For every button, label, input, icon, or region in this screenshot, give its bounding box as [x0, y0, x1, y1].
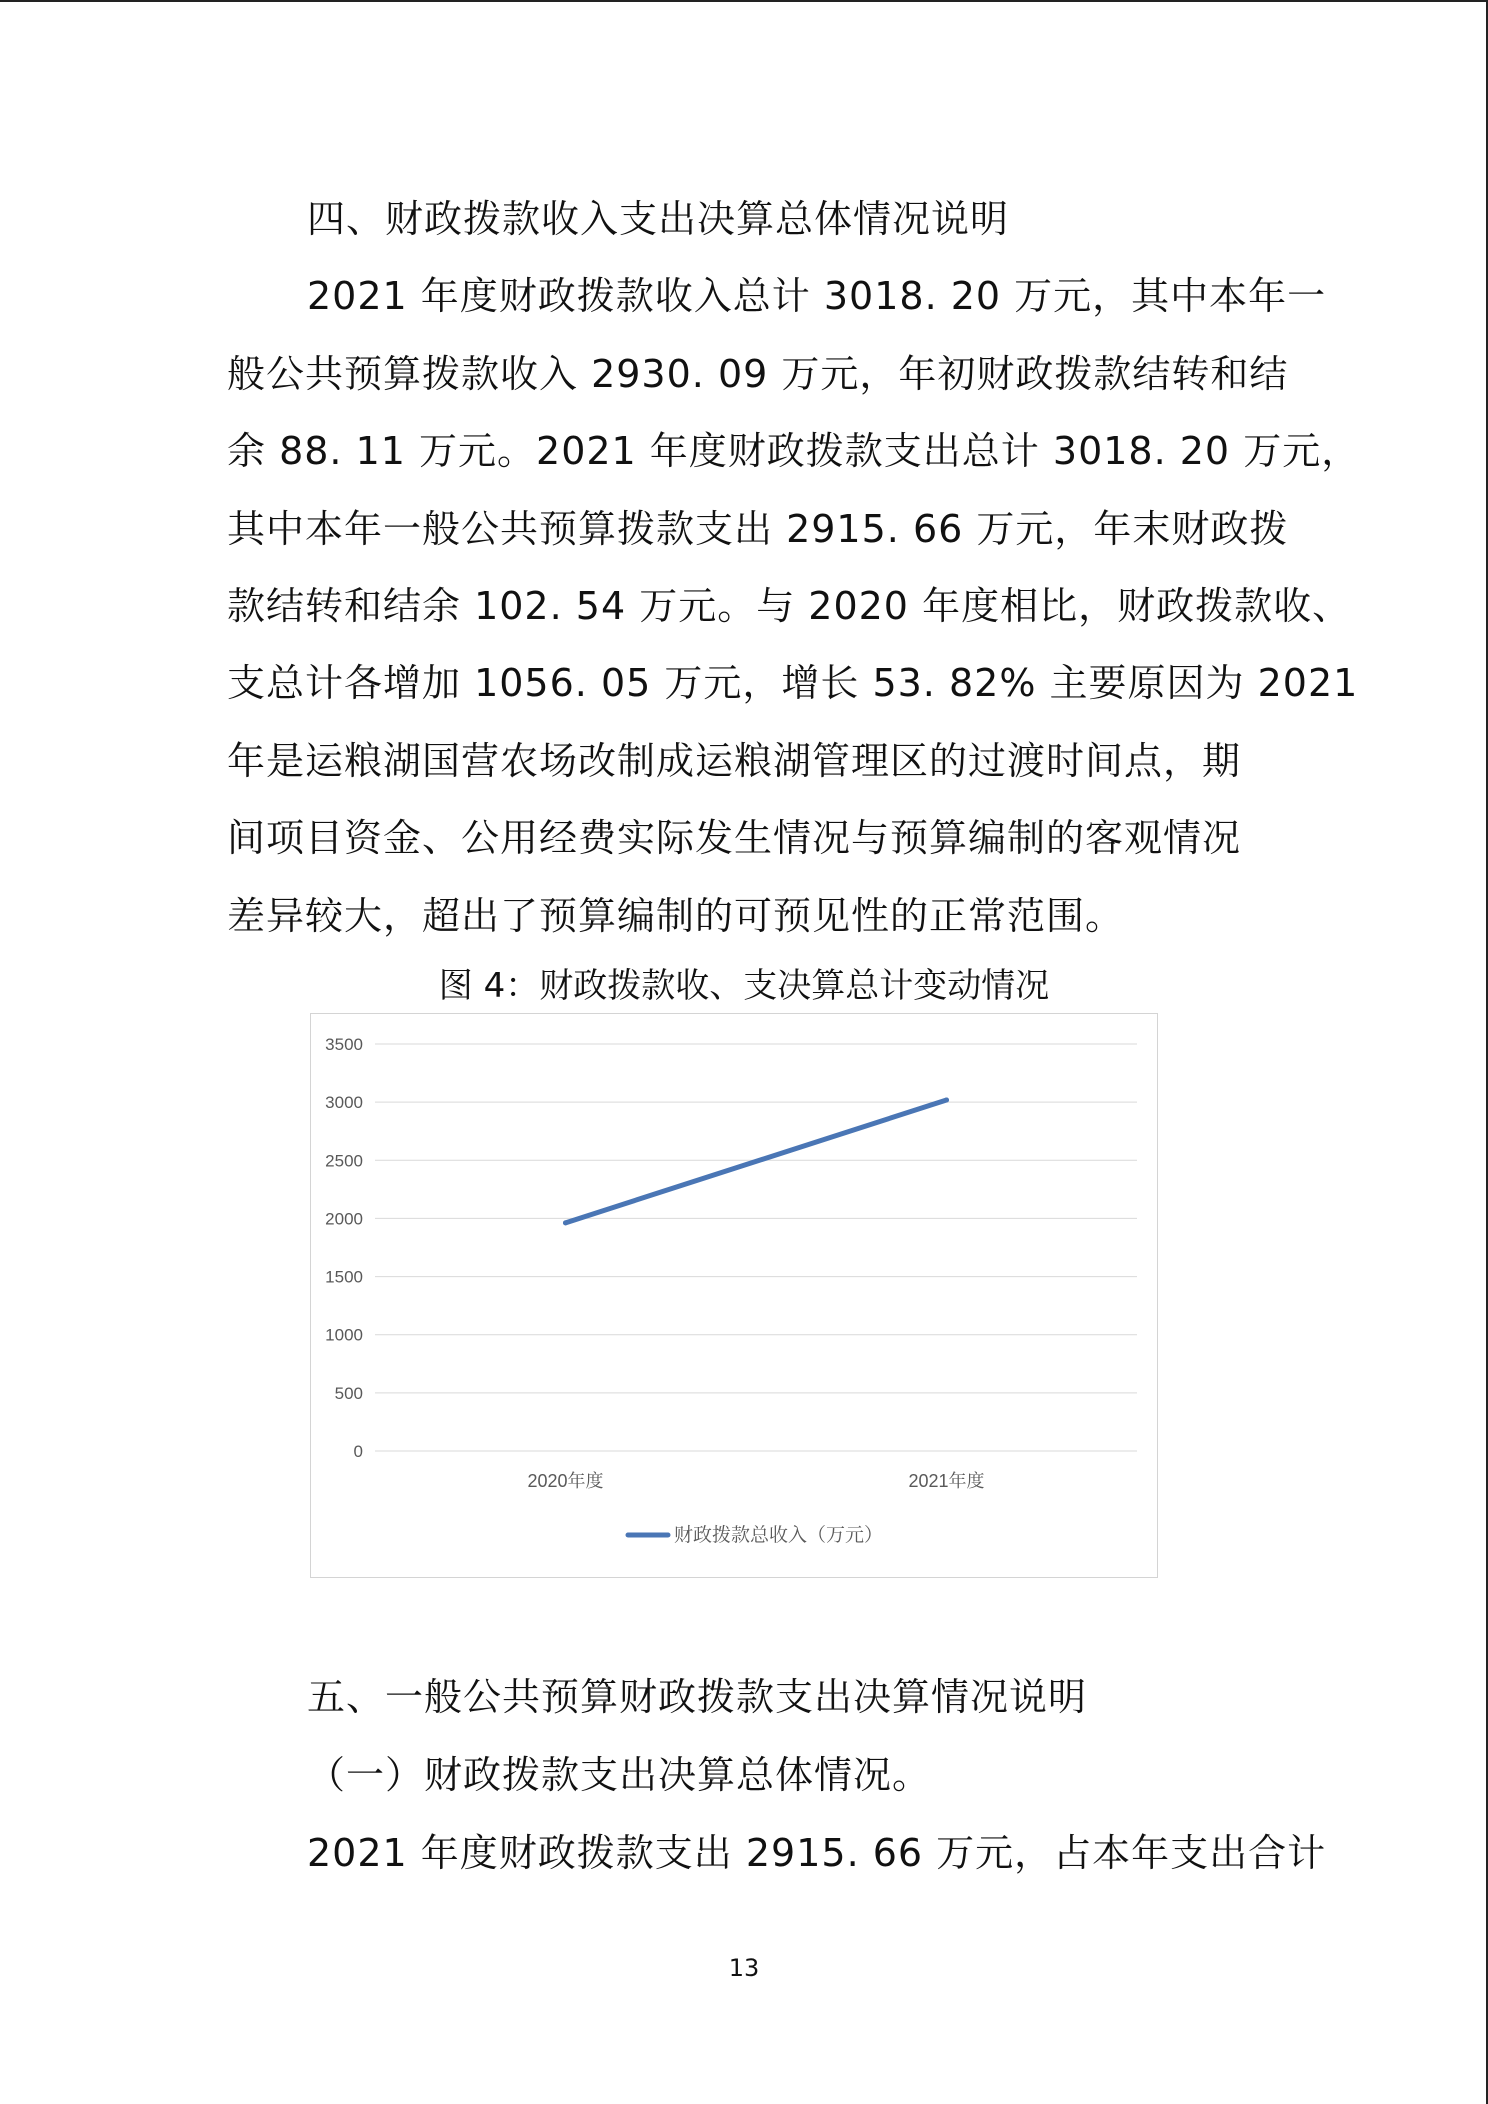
y-tick-label: 3500 — [325, 1035, 363, 1054]
y-tick-label: 1000 — [325, 1325, 363, 1345]
section4-paragraph-line: 款结转和结余 102. 54 万元。与 2020 年度相比，财政拨款收、 — [227, 584, 1352, 628]
legend-label: 财政拨款总收入（万元） — [674, 1525, 884, 1546]
section4-paragraph-line: 余 88. 11 万元。2021 年度财政拨款支出总计 3018. 20 万元， — [227, 429, 1361, 473]
y-tick-label: 2500 — [325, 1151, 363, 1171]
y-tick-label: 0 — [353, 1442, 363, 1461]
section4-paragraph-line: 支总计各增加 1056. 05 万元，增长 53. 82% 主要原因为 2021 — [227, 661, 1359, 705]
x-tick-label: 2021年度 — [908, 1471, 985, 1491]
data-point — [944, 1098, 949, 1103]
section4-paragraph-line: 2021 年度财政拨款收入总计 3018. 20 万元，其中本年一 — [307, 274, 1327, 318]
data-point — [563, 1220, 568, 1225]
y-tick-label: 500 — [334, 1383, 363, 1403]
section5-paragraph-line: 2021 年度财政拨款支出 2915. 66 万元，占本年支出合计 — [307, 1831, 1327, 1875]
section4-heading: 四、财政拨款收入支出决算总体情况说明 — [307, 197, 1010, 241]
series-line — [566, 1100, 947, 1223]
y-tick-label: 2000 — [325, 1209, 363, 1229]
section5-subheading: （一）财政拨款支出决算总体情况。 — [307, 1753, 932, 1797]
y-tick-label: 3000 — [325, 1093, 363, 1113]
line-chart-svg — [311, 1014, 1157, 1577]
section4-paragraph-line: 间项目资金、公用经费实际发生情况与预算编制的客观情况 — [227, 816, 1242, 860]
y-tick-label: 1500 — [325, 1267, 363, 1287]
line-chart — [310, 1013, 1158, 1578]
figure-caption: 图 4：财政拨款收、支决算总计变动情况 — [438, 966, 1050, 1006]
page-border-top — [0, 0, 1488, 2]
section5-heading: 五、一般公共预算财政拨款支出决算情况说明 — [307, 1675, 1088, 1719]
section4-paragraph-line: 差异较大，超出了预算编制的可预见性的正常范围。 — [227, 894, 1125, 938]
section4-paragraph-line: 般公共预算拨款收入 2930. 09 万元，年初财政拨款结转和结 — [227, 352, 1289, 396]
section4-paragraph-line: 年是运粮湖国营农场改制成运粮湖管理区的过渡时间点，期 — [227, 739, 1242, 783]
page-number: 13 — [728, 1954, 760, 1982]
x-tick-label: 2020年度 — [527, 1471, 604, 1491]
section4-paragraph-line: 其中本年一般公共预算拨款支出 2915. 66 万元，年末财政拨 — [227, 507, 1289, 551]
